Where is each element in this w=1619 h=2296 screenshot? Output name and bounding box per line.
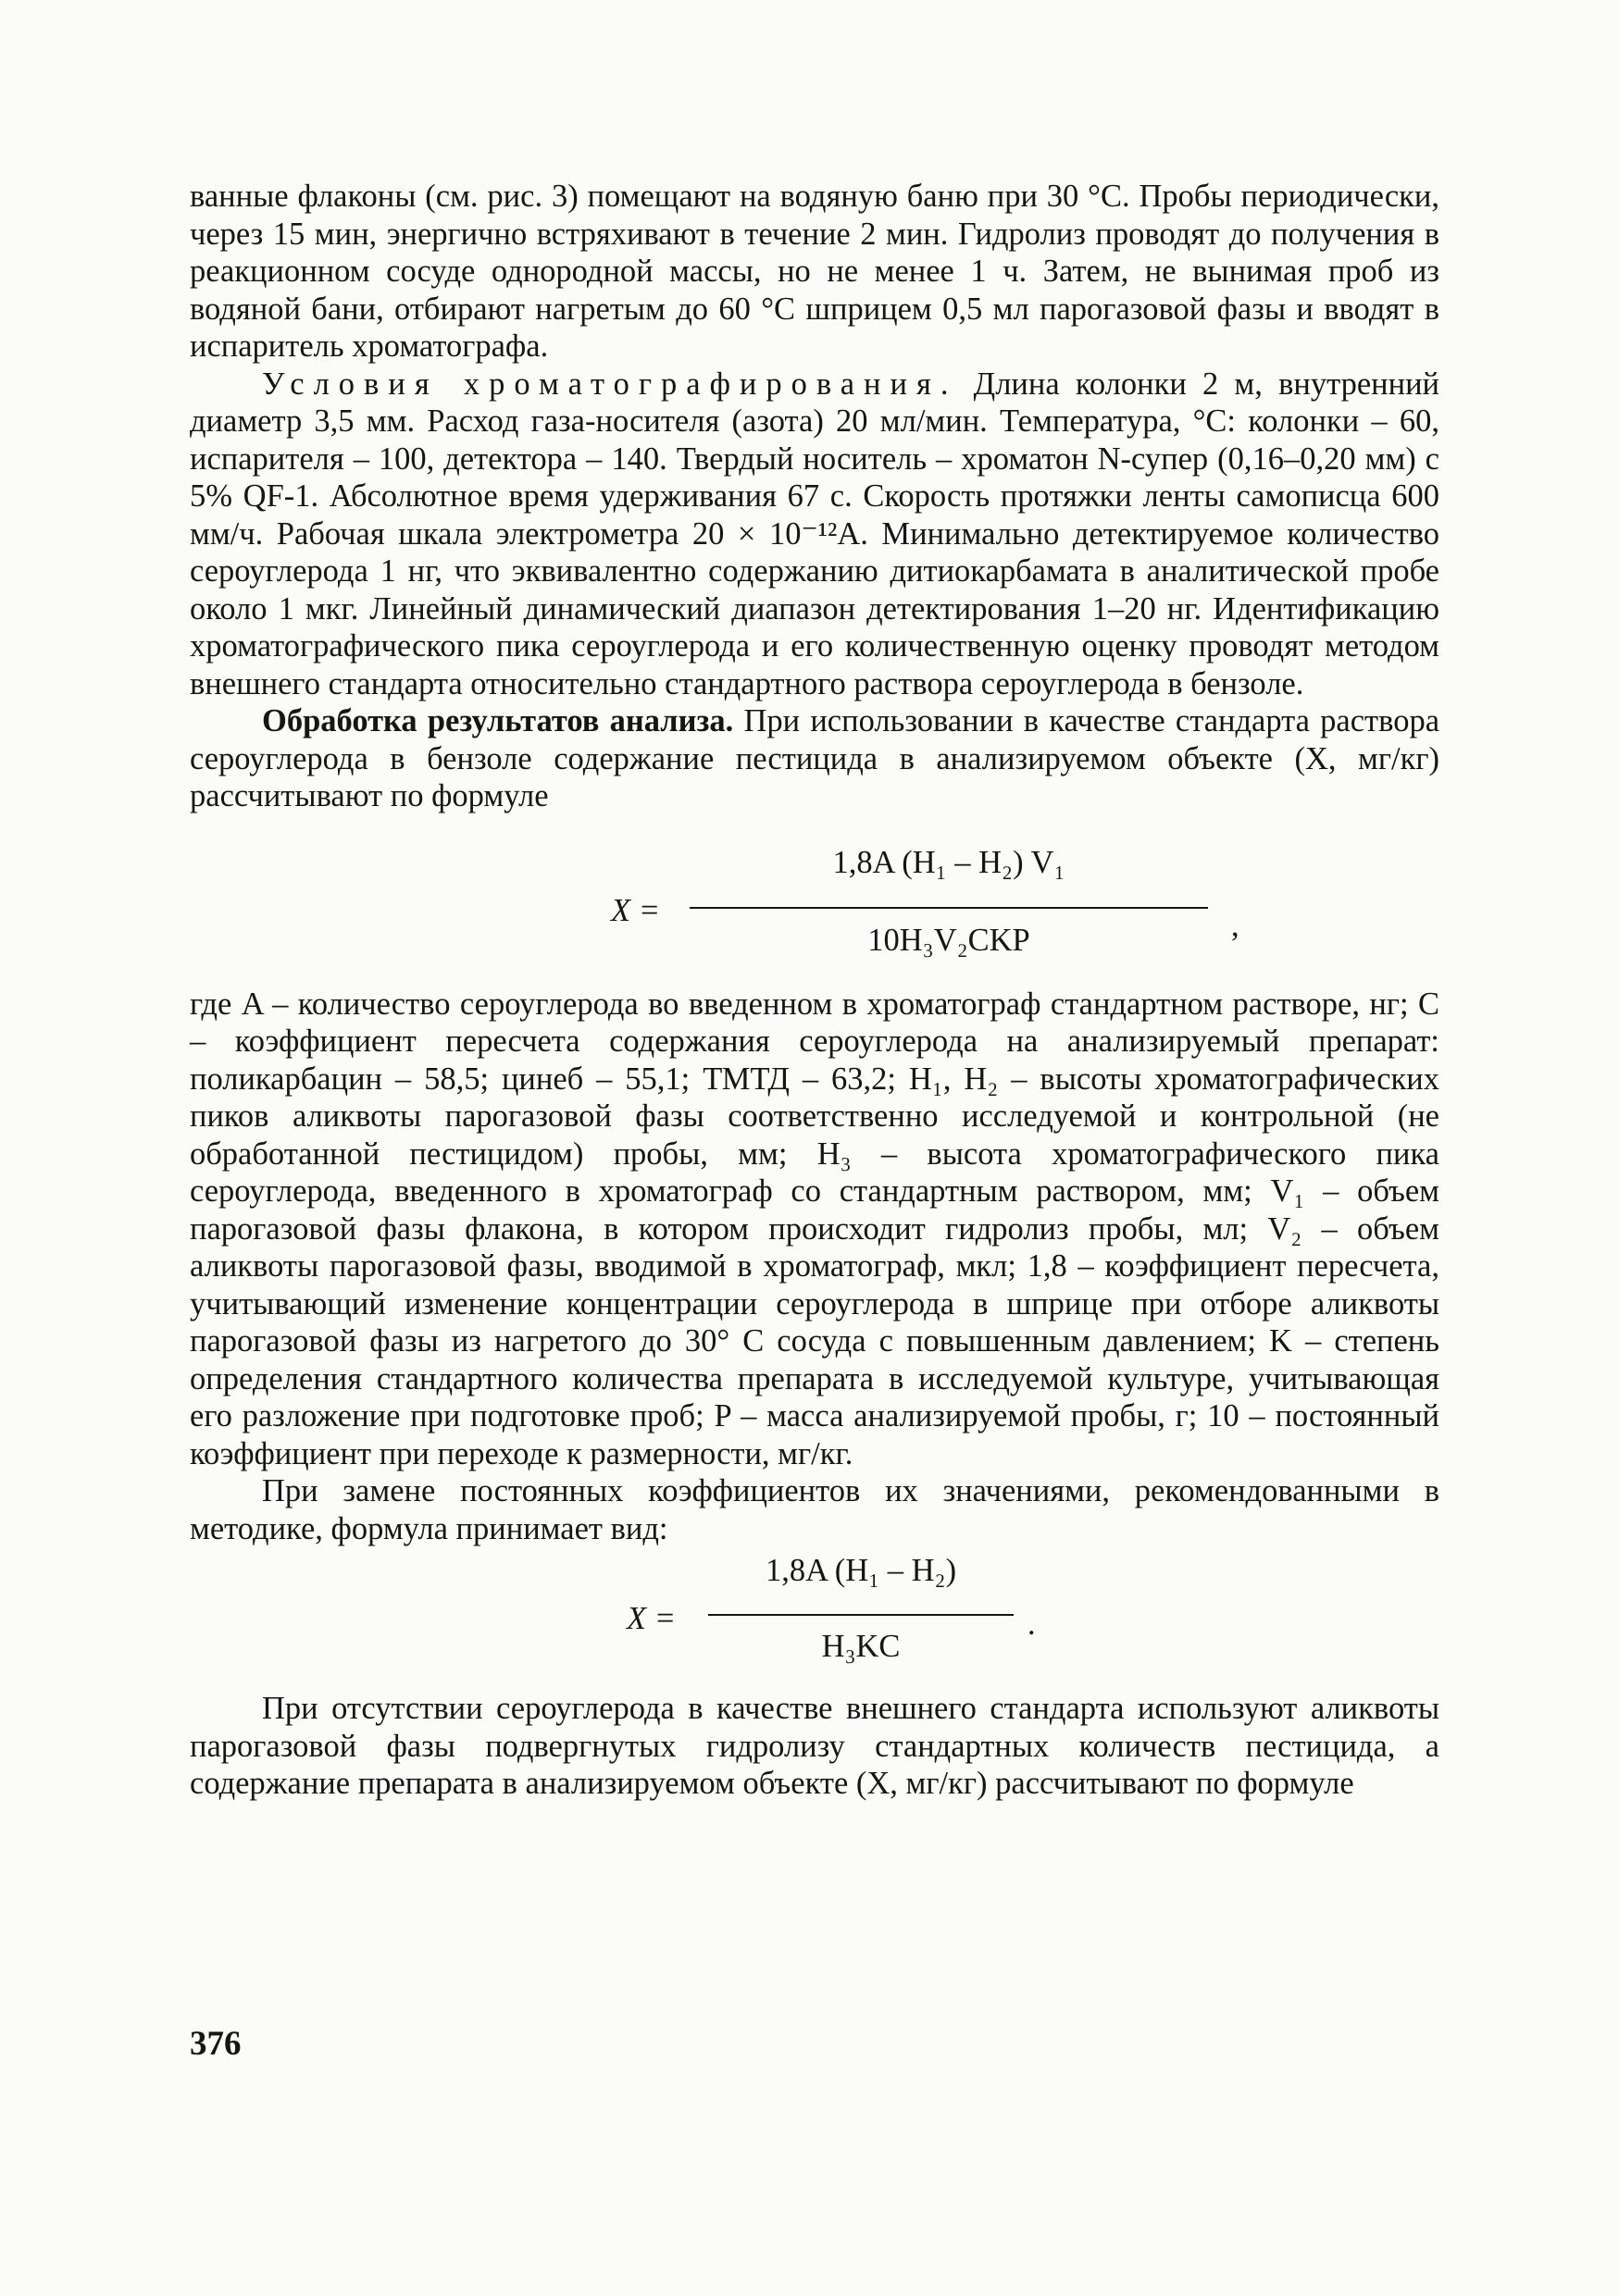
formula-2-trail: . [1027,1607,1036,1642]
formula-1-lhs: X = [611,892,660,928]
formula-2-numerator: 1,8A (H₁ – H₂) [765,1553,957,1588]
formula-1-denominator: 10H₃V₂CKP [867,922,1030,958]
formula-1-trail: , [1231,907,1239,943]
paragraph-alternative: При отсутствии сероуглерода в качестве внешнего стандарта используют аликвоты парогазовой фазы подвергнутых гидролизу стандартных количеств пестицида, а содержание препарата в анализируемом объекте (X, мг/кг) рассчитывают по формуле [190,1691,1439,1801]
paragraph-processing [190,702,1439,815]
formula-1 [190,830,1439,986]
paragraph-definitions: где A – количество сероуглерода во введенном в хроматограф стандартном растворе, нг; C – коэффициент пересчета содержания сероуглерода на анализируемый препарат: поликарбацин – 58,5; цинеб – 55,1; ТМТД – 63,2; H₁, H₂ – высоты хроматографических пиков аликвоты парогазовой фазы соответственно исследуемой и контрольной (не обработанной пестицидом) пробы, мм; H₃ – высота хроматографического пика сероуглерода, введенного в хроматограф со стандартным раствором, мм; V₁ – объем парогазовой фазы флакона, в котором происходит гидролиз пробы, мл; V₂ – объем аликвоты парогазовой фазы, вводимой в хроматограф, мкл; 1,8 – коэффициент пересчета, учитывающий изменение концентрации сероуглерода в шприце при отборе аликвоты парогазовой фазы из нагретого до 30° С сосуда с повышенным давлением; K – степень определения стандартного количества препарата в исследуемой культуре, учитывающая его разложение при подготовке проб; P – масса анализируемой пробы, г; 10 – постоянный коэффициент при переходе к размерности, мг/кг. [190,986,1439,1471]
conditions-text: Длина колонки 2 м, внутренний диаметр 3,5 мм. Расход газа-носителя (азота) 20 мл/мин. Температура, °С: колонки – 60, испарителя – 100, детектора – 140. Твердый носитель – хроматон N-супер (0,16–0,20 мм) с 5% QF-1. Абсолютное время удерживания 67 с. Скорость протяжки ленты самописца 600 мм/ч. Рабочая шкала электрометра 20 × 10⁻¹²А. Минимально детектируемое количество сероуглерода 1 нг, что эквивалентно содержанию дитиокарбамата в аналитической пробе около 1 мкг. Линейный динамический диапазон детектирования 1–20 нг. Идентификацию хроматографического пика сероуглерода и его количественную оценку проводят методом внешнего стандарта относительно стандартного раствора сероуглерода в бензоле. [190,366,1440,701]
processing-text: При использовании в качестве стандарта раствора сероуглерода в бензоле содержание пестицида в анализируемом объекте (X, мг/кг) рассчитывают по формуле [190,703,1440,813]
page-body [190,178,1439,1803]
page-number: 376 [190,2025,242,2063]
paragraph-1: ванные флаконы (см. рис. 3) помещают на водяную баню при 30 °С. Пробы периодически, через 15 мин, энергично встряхивают в течение 2 мин. Гидролиз проводят до получения в реакционном сосуде однородной массы, но не менее 1 ч. Затем, не вынимая проб из водяной бани, отбирают нагретым до 60 °С шприцем 0,5 мл парогазовой фазы и вводят в испаритель хроматографа. [190,179,1439,364]
formula-2-denominator: H₃KC [821,1629,901,1664]
formula-2-lhs: X = [627,1601,676,1636]
formula-2-fraction-line [708,1614,1014,1616]
formula-1-numerator: 1,8A (H₁ – H₂) V₁ [832,844,1065,880]
formula-1-fraction-line [690,907,1208,909]
formula-2 [190,1551,1439,1690]
paragraph-replacement: При замене постоянных коэффициентов их значениями, рекомендованными в методике, формула принимает вид: [190,1473,1439,1546]
conditions-heading: Условия хроматографирования. [262,366,958,402]
processing-heading: Обработка результатов анализа. [262,703,734,738]
paragraph-conditions [190,366,1439,703]
